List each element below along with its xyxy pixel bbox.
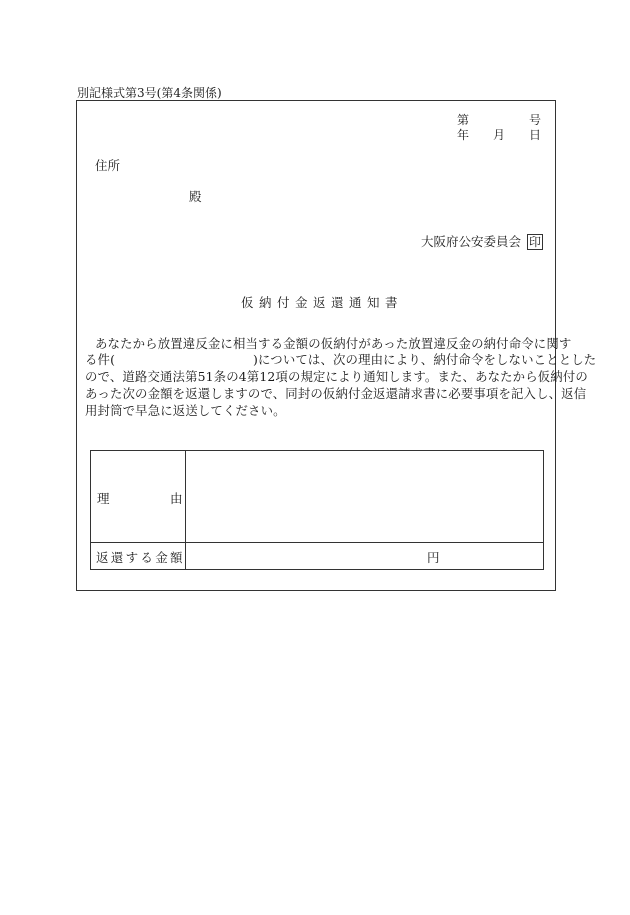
table-row-divider xyxy=(91,542,543,543)
number-suffix: 号 xyxy=(529,113,542,127)
amount-unit: 円 xyxy=(427,550,440,565)
date-year: 年 xyxy=(457,128,470,142)
document-title: 仮納付金返還通知書 xyxy=(241,295,404,310)
date-day: 日 xyxy=(529,128,542,142)
issuer-block xyxy=(421,232,543,250)
number-prefix: 第 xyxy=(457,113,470,127)
body-line: あなたから放置違反金に相当する金額の仮納付があった放置違反金の納付命令に関す xyxy=(95,336,572,351)
body-line: あった次の金額を返還しますので、同封の仮納付金返還請求書に必要事項を記入し、返信 xyxy=(85,386,587,401)
seal-mark: 印 xyxy=(529,235,542,249)
date-month: 月 xyxy=(493,128,506,142)
amount-label: 返還する金額 xyxy=(96,550,185,565)
body-line: る件( )については、次の理由により、納付命令をしないこととした xyxy=(85,352,597,367)
body-line: ので、道路交通法第51条の4第12項の規定により通知します。また、あなたから仮納付の xyxy=(85,369,588,384)
reason-label-left: 理 xyxy=(97,491,110,506)
honorific: 殿 xyxy=(189,189,202,204)
form-caption: 別記様式第3号(第4条関係) xyxy=(77,86,222,100)
reason-label-right: 由 xyxy=(170,491,183,506)
address-label: 住所 xyxy=(95,158,121,173)
table-column-divider xyxy=(185,451,186,569)
issuer-name: 大阪府公安委員会 xyxy=(421,234,522,249)
body-line: 用封筒で早急に返送してください。 xyxy=(85,403,286,418)
